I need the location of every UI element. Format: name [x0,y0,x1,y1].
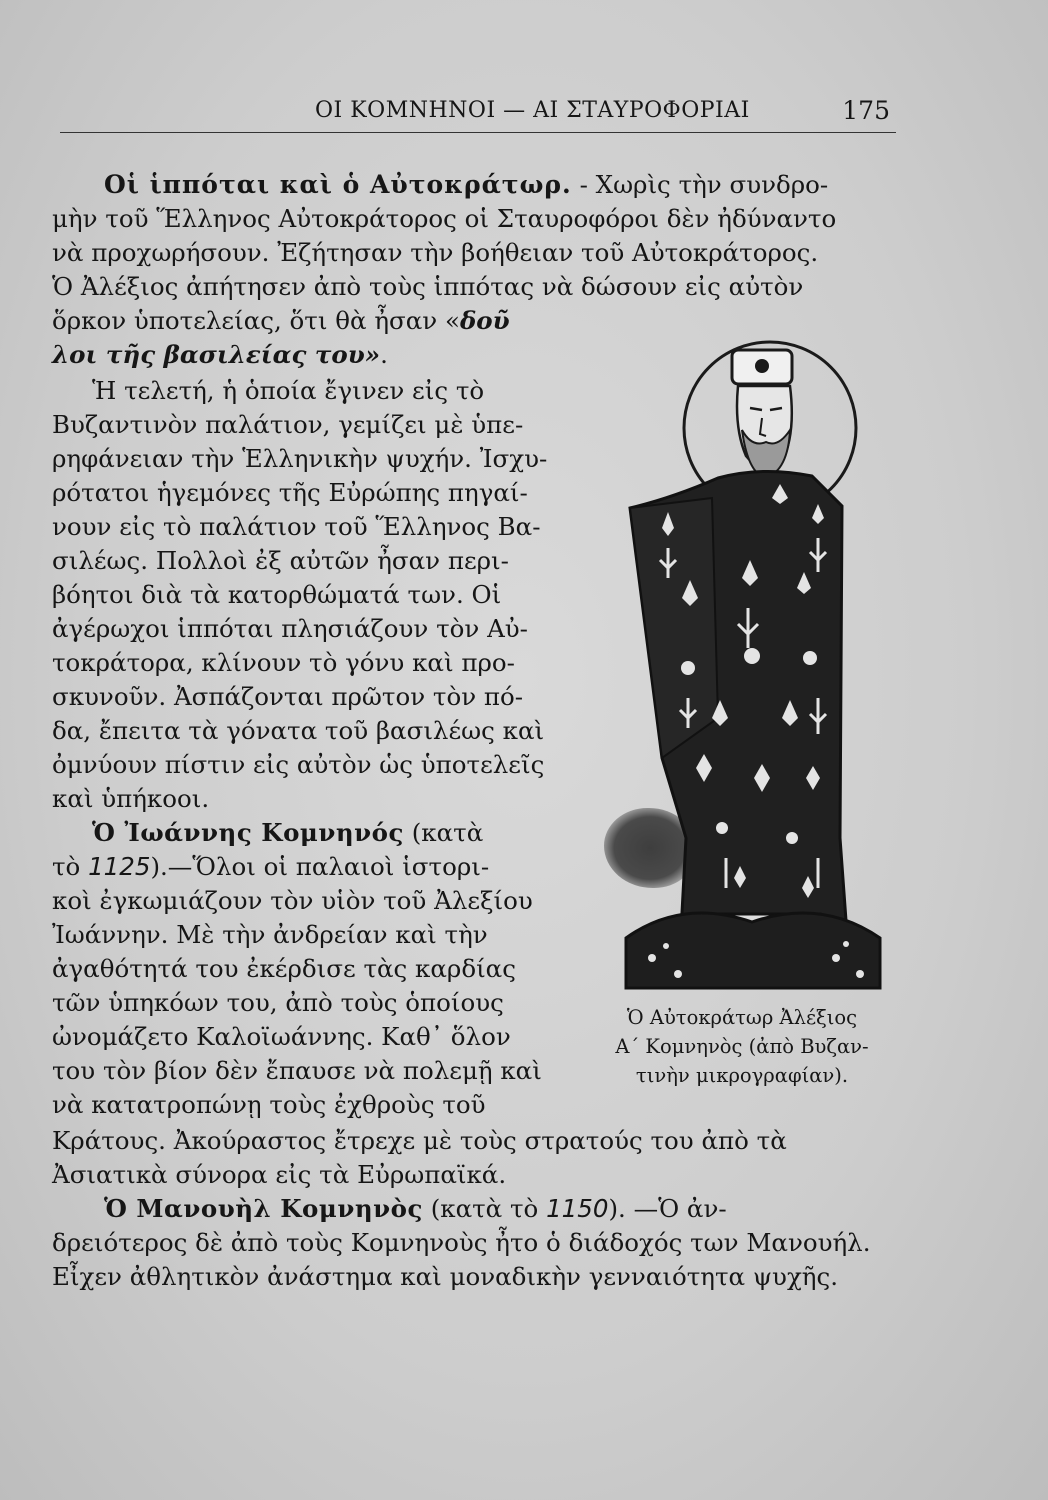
text-line: καὶ ὑπήκοοι. [52,784,210,813]
text-span: ). —Ὁ ἀν- [608,1194,727,1223]
emperor-illustration [622,338,884,998]
text-line: Κράτους. Ἀκούραστος ἔτρεχε μὲ τοὺς στρατούς του ἀπὸ τὰ [52,1126,787,1155]
section-heading-knights: Οἱ ἱππόται καὶ ὁ Αὐτοκράτωρ. [104,170,572,199]
text-line: Εἶχεν ἀθλητικὸν ἀνάστημα καὶ μοναδικὴν γενναιότητα ψυχῆς. [52,1262,838,1291]
text-line: ρηφάνειαν τὴν Ἑλληνικὴν ψυχήν. Ἰσχυ- [52,444,548,473]
text-line: νουν εἰς τὸ παλάτιον τοῦ Ἕλληνος Βα- [52,512,541,541]
text-span: (κατὰ [411,818,484,847]
text-line: κοὶ ἐγκωμιάζουν τὸν υἱὸν τοῦ Ἀλεξίου [52,886,533,915]
section-heading-john: Ὁ Ἰωάννης Κομνηνός [92,818,404,847]
text-line: ἀγέρωχοι ἱππόται πλησιάζουν τὸν Αὐ- [52,614,528,643]
text-line: τοκράτορα, κλίνουν τὸ γόνυ καὶ προ- [52,648,515,677]
running-head: ΟΙ ΚΟΜΝΗΝΟΙ — ΑΙ ΣΤΑΥΡΟΦΟΡΙΑΙ [315,98,750,123]
section-heading-manuel: Ὁ Μανουὴλ Κομνηνὸς [104,1194,423,1223]
caption-line: τινὴν μικρογραφίαν). [635,1064,849,1087]
figure-caption [584,1003,900,1090]
text-line: σιλέως. Πολλοὶ ἐξ αὐτῶν ἦσαν περι- [52,546,509,575]
sleeve [630,498,718,758]
text-line: τῶν ὑπηκόων του, ἀπὸ τοὺς ὁποίους [52,988,504,1017]
text-span: ὅρκον ὑποτελείας, ὅτι θὰ ἦσαν « [52,306,460,335]
date-1150: 1150 [546,1194,609,1223]
text-line [52,850,489,884]
text-line [52,338,388,372]
text-line: ὠνομάζετο Καλοϊωάννης. Καθ᾽ ὅλον [52,1022,511,1051]
text-line: νὰ κατατροπώνῃ τοὺς ἐχθροὺς τοῦ [52,1090,486,1119]
emperor-miniature-drawing [622,338,884,998]
oath-quote-start: δοῦ [459,306,510,335]
page-number: 175 [842,96,890,125]
text-span: ).—Ὅλοι οἱ παλαιοὶ ἱστορι- [150,852,490,881]
text-line [104,1192,727,1226]
text-line: του τὸν βίον δὲν ἔπαυσε νὰ πολεμῇ καὶ [52,1056,542,1085]
text-line [92,816,483,850]
caption-line: Ὁ Αὐτοκράτωρ Ἀλέξιος [626,1006,858,1029]
text-line: ἀγαθότητά του ἐκέρδισε τὰς καρδίας [52,954,516,983]
cushion [626,913,880,988]
text-line: Ἰωάννην. Μὲ τὴν ἀνδρείαν καὶ τὴν [52,920,488,949]
text-line [104,168,894,202]
text-span: (κατὰ τὸ [422,1194,547,1223]
date-1125: 1125 [88,852,151,881]
text-line: Ἡ τελετή, ἡ ὁποία ἔγινεν εἰς τὸ [92,376,485,405]
caption-line: Α΄ Κομνηνὸς (ἀπὸ Βυζαν- [615,1035,869,1058]
text-line: μὴν τοῦ Ἕλληνος Αὐτοκράτορος οἱ Σταυροφόροι δὲν ἠδύναντο [52,204,837,233]
page-header [60,98,896,133]
text-span: - Χωρὶς τὴν συνδρο- [579,170,829,199]
text-line: βόητοι διὰ τὰ κατορθώματά των. Οἱ [52,580,502,609]
text-line: δρειότερος δὲ ἀπὸ τοὺς Κομνηνοὺς ἦτο ὁ διάδοχός των Μανουήλ. [52,1228,871,1257]
text-line: Βυζαντινὸν παλάτιον, γεμίζει μὲ ὑπε- [52,410,524,439]
text-line: δα, ἔπειτα τὰ γόνατα τοῦ βασιλέως καὶ [52,716,545,745]
text-span: τὸ [52,852,89,881]
text-line [52,304,510,338]
text-line: ὀμνύουν πίστιν εἰς αὐτὸν ὡς ὑποτελεῖς [52,750,545,779]
text-line: Ὁ Ἀλέξιος ἀπήτησεν ἀπὸ τοὺς ἱππότας νὰ δώσουν εἰς αὐτὸν [52,272,804,301]
text-line: Ἀσιατικὰ σύνορα εἰς τὰ Εὐρωπαϊκά. [52,1160,507,1189]
text-line: νὰ προχωρήσουν. Ἐζήτησαν τὴν βοήθειαν τοῦ Αὐτοκράτορος. [52,238,819,267]
text-line: ρότατοι ἡγεμόνες τῆς Εὐρώπης πηγαί- [52,478,528,507]
text-line: σκυνοῦν. Ἀσπάζονται πρῶτον τὸν πό- [52,682,524,711]
text-span: . [380,340,388,369]
oath-quote-end: λοι τῆς βασιλείας του» [52,340,381,369]
